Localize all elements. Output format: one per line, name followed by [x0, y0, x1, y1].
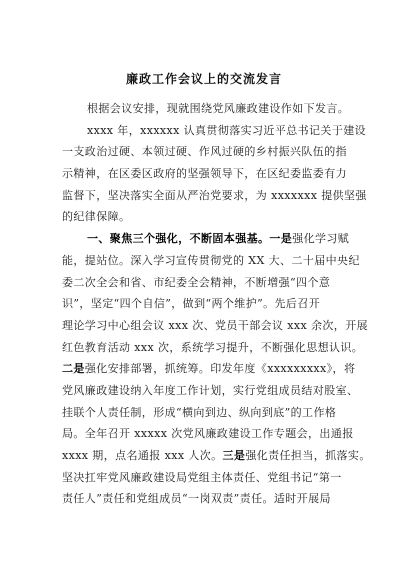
body-line — [62, 358, 356, 380]
body-line — [62, 272, 342, 294]
text-run: 党风廉政建设纳入年度工作计划，实行党组成员结对股室、 — [62, 383, 359, 397]
text-run: xxxx 年，xxxxxx 认真贯彻落实习近平总书记关于建设 — [87, 123, 367, 137]
bold-text-run: 一、聚焦三个强化，不断固本强基。一是 — [87, 232, 293, 246]
bold-text-run: 二是 — [62, 362, 85, 376]
body-line — [62, 98, 350, 120]
text-run: 强化责任担当，抓落实。 — [245, 449, 371, 462]
text-run: 强化学习赋 — [292, 232, 350, 246]
text-run: 理论学习中心组会议 xxx 次、党员干部会议 xxx 余次，开展 — [62, 318, 369, 332]
body-line — [62, 380, 359, 402]
body-line — [62, 423, 354, 445]
text-run: 根据会议安排，现就围绕党风廉政建设作如下发言。 — [87, 102, 350, 115]
body-line — [62, 467, 342, 489]
text-run: 能，提站位。深入学习宣传贯彻党的 XX 大、二十届中央纪 — [62, 253, 360, 267]
body-line — [62, 185, 367, 207]
body-line — [62, 402, 342, 424]
text-run: 一支政治过硬、本领过硬、作风过硬的乡村振兴队伍的指 — [62, 145, 347, 159]
body-line — [62, 141, 347, 163]
body-line — [62, 120, 367, 142]
text-run: 示精神，在区委区政府的坚强领导下，在区纪委监委有力 — [62, 167, 347, 181]
body-line — [62, 337, 364, 359]
bold-text-run: 三是 — [222, 449, 246, 462]
text-run: 识”，坚定“四个自信”，做到“两个维护”。先后召开 — [62, 297, 321, 311]
text-run: 责任人”责任和党组成员“一岗双责”责任。适时开展局 — [62, 492, 331, 506]
text-run: xxxx 期，点名通报 xxx 人次。 — [62, 449, 223, 462]
body-line — [62, 315, 369, 337]
text-run: 的纪律保障。 — [62, 210, 131, 224]
document-body — [62, 98, 371, 510]
body-line — [62, 488, 342, 510]
text-run: 红色教育活动 xxx 次，系统学习提升，不断强化思想认识。 — [62, 340, 364, 354]
text-run: 挂联个人责任制，形成“横向到边、纵向到底”的工作格 — [62, 405, 337, 419]
body-line — [62, 206, 342, 228]
text-run: 强化安排部署，抓统筹。印发年度《xxxxxxxxx》，将 — [84, 362, 356, 376]
text-run: 监督下，坚决落实全面从严治党要求，为 xxxxxxx 提供坚强 — [62, 188, 367, 202]
document-title: 廉政工作会议上的交流发言 — [125, 72, 282, 86]
text-run: 委二次全会和省、市纪委全会精神，不断增强“四个意 — [62, 275, 331, 289]
body-line — [62, 228, 350, 250]
body-line — [62, 250, 360, 272]
text-run: 局。全年召开 xxxxx 次党风廉政建设工作专题会，出通报 — [62, 427, 354, 441]
body-line — [62, 163, 347, 185]
body-line — [62, 293, 342, 315]
body-line — [62, 445, 371, 467]
text-run: 坚决扛牢党风廉政建设局党组主体责任、党组书记“第一 — [62, 470, 342, 484]
